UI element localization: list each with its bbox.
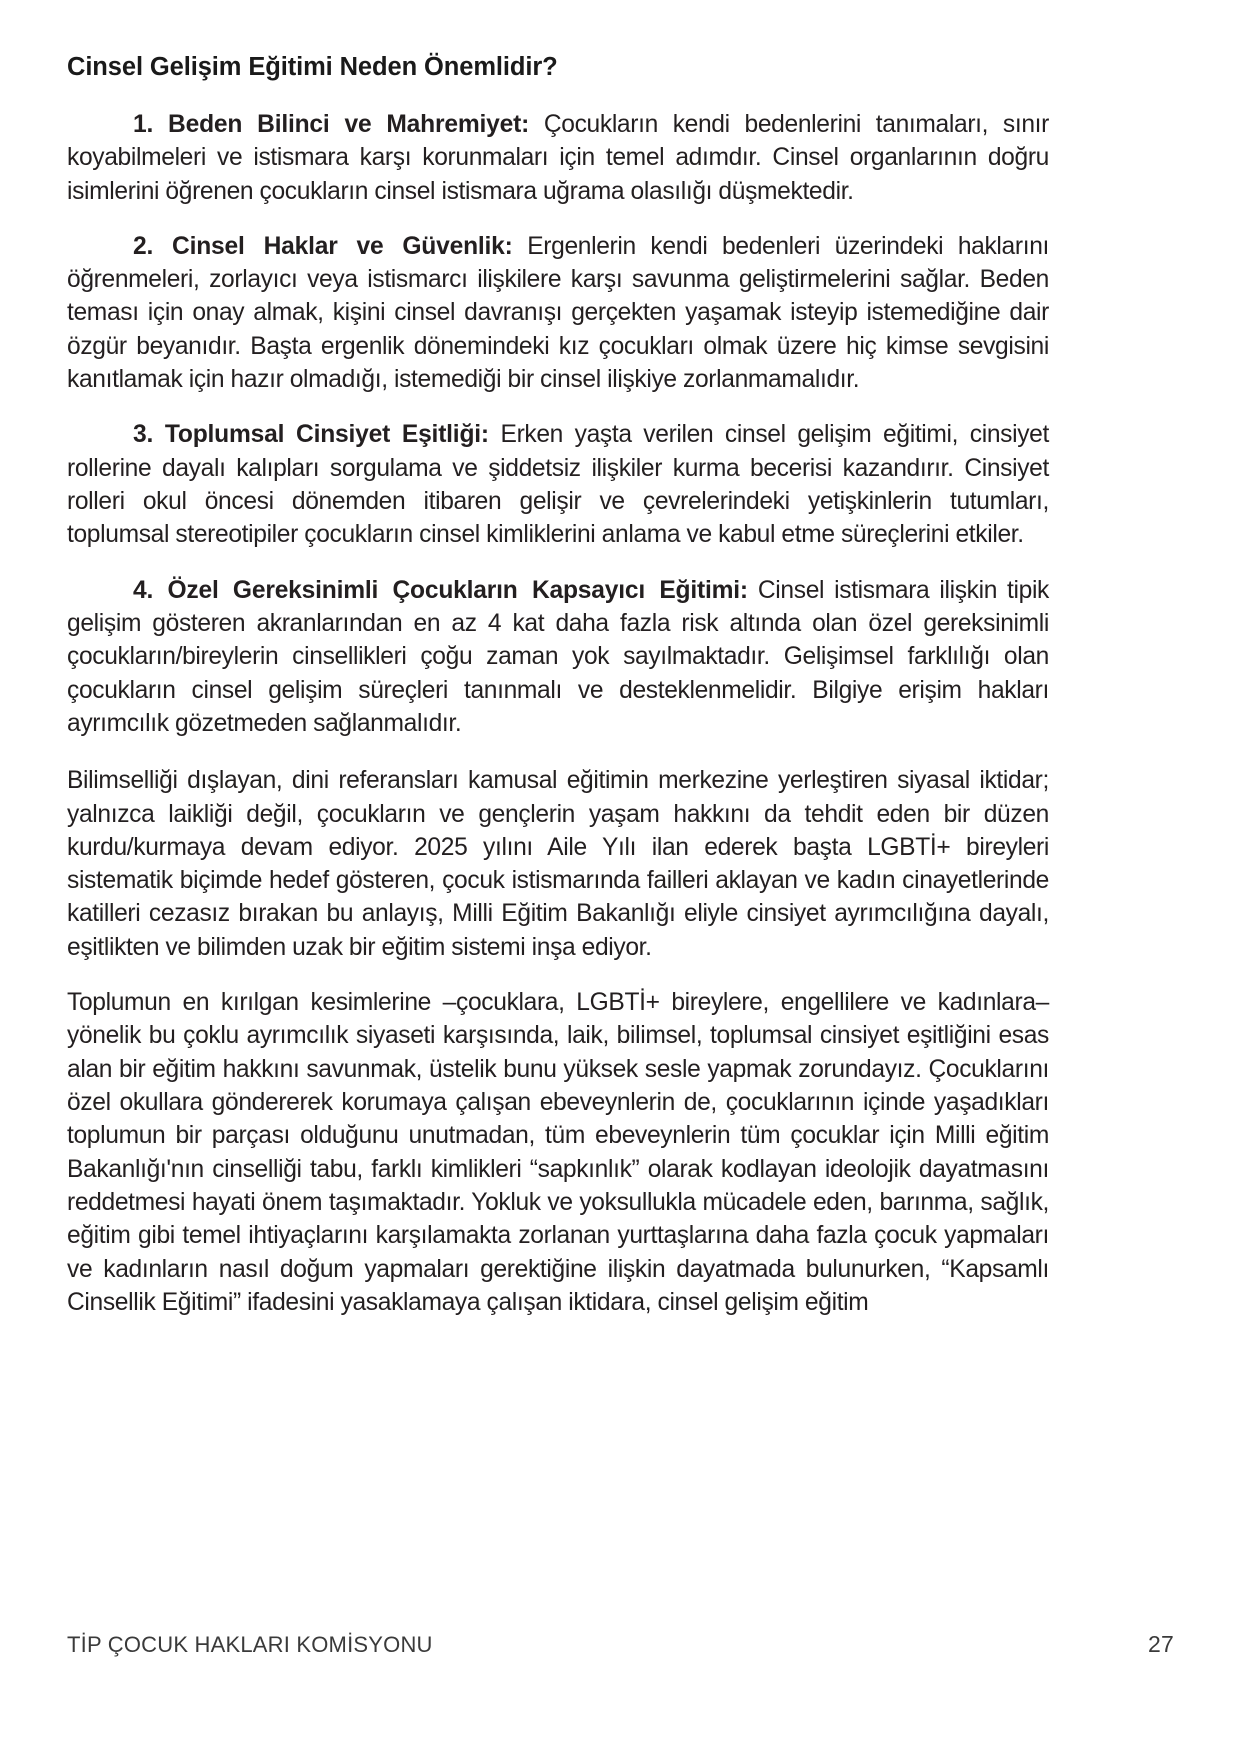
section-paragraph-1 (67, 108, 1049, 208)
section-lead-1: 1. Beden Bilinci ve Mahremiyet: (133, 110, 530, 138)
section-body-1: Çocukların kendi bedenlerini tanımaları, sınır koyabilmeleri ve istismara karşı korunmaları için temel adımdır. Cinsel organlarının doğru isimlerini öğrenen çocukların cinsel istismara uğrama olasılığı düşmektedir. (67, 110, 1050, 205)
section-lead-2: 2. Cinsel Haklar ve Güvenlik: (133, 232, 513, 260)
section-paragraph-4 (67, 574, 1049, 741)
closing-paragraph-2: Toplumun en kırılgan kesimlerine –çocuklara, LGBTİ+ bireylere, engellilere ve kadınlara– yönelik bu çoklu ayrımcılık siyaseti karşısında, laik, bilimsel, toplumsal cinsiyet eşitliğini esas alan bir eğitim hakkını savunmak, üstelik bunu yüksek sesle yapmak zorundayız. Çocuklarını özel okullara göndererek korumaya çalışan ebeveynlerin de, çocuklarının içinde yaşadıkları toplumun bir parçası olduğunu unutmadan, tüm ebeveynlerin tüm çocuklar için Milli eğitim Bakanlığı'nın cinselliği tabu, farklı kimlikleri “sapkınlık” olarak kodlayan ideolojik dayatmasını reddetmesi hayati önem taşımaktadır. Yokluk ve yoksullukla mücadele eden, barınma, sağlık, eğitim gibi temel ihtiyaçlarını karşılamakta zorlanan yurttaşlarına daha fazla çocuk yapmaları ve kadınların nasıl doğum yapmaları gerektiğine ilişkin dayatmada bulunurken, “Kapsamlı Cinsellik Eğitimi” ifadesini yasaklamaya çalışan iktidara, cinsel gelişim eğitim (67, 989, 1049, 1316)
footer-organization: TİP ÇOCUK HAKLARI KOMİSYONU (67, 1632, 433, 1657)
section-body-4: Cinsel istismara ilişkin tipik gelişim gösteren akranlarından en az 4 kat daha fazla risk altında olan özel gereksinimli çocukların/bireylerin cinsellikleri çoğu zaman yok sayılmaktadır. Gelişimsel farklılığı olan çocukların cinsel gelişim süreçleri tanınmalı ve desteklenmelidir. Bilgiye erişim hakları ayrımcılık gözetmeden sağlanmalıdır. (67, 576, 1050, 737)
page-footer (67, 1631, 1174, 1658)
closing-paragraph-1: Bilimselliği dışlayan, dini referansları kamusal eğitimin merkezine yerleştiren siyasal iktidar; yalnızca laikliği değil, çocukların ve gençlerin yaşam hakkını da tehdit eden bir düzen kurdu/kurmaya devam ediyor. 2025 yılını Aile Yılı ilan ederek başta LGBTİ+ bireyleri sistematik biçimde hedef gösteren, çocuk istismarında failleri aklayan ve kadın cinayetlerinde katilleri cezasız bırakan bu anlayış, Milli Eğitim Bakanlığı eliyle cinsiyet ayrımcılığına dayalı, eşitlikten ve bilimden uzak bir eğitim sistemi inşa ediyor. (67, 767, 1049, 961)
section-paragraph-3 (67, 418, 1049, 551)
page-title: Cinsel Gelişim Eğitimi Neden Önemlidir? (67, 53, 558, 81)
section-body-3: Erken yaşta verilen cinsel gelişim eğitimi, cinsiyet rollerine dayalı kalıpları sorgulama ve şiddetsiz ilişkiler kurma becerisi kazandırır. Cinsiyet rolleri okul öncesi dönemden itibaren gelişir ve çevrelerindeki yetişkinlerin tutumları, toplumsal stereotipiler çocukların cinsel kimliklerini anlama ve kabul etme süreçlerini etkiler. (67, 421, 1049, 549)
section-paragraph-2 (67, 230, 1049, 397)
section-lead-4: 4. Özel Gereksinimli Çocukların Kapsayıcı Eğitimi: (133, 576, 748, 604)
section-lead-3: 3. Toplumsal Cinsiyet Eşitliği: (133, 421, 489, 449)
page-content (67, 52, 1049, 1319)
section-body-2: Ergenlerin kendi bedenleri üzerindeki haklarını öğrenmeleri, zorlayıcı veya istismarcı ilişkilere karşı savunma geliştirmelerini sağlar. Beden teması için onay almak, kişini cinsel davranışı gerçekten yaşamak isteyip istemediğine dair özgür beyanıdır. Başta ergenlik dönemindeki kız çocukları olmak üzere hiç kimse sevgisini kanıtlamak için hazır olmadığı, istemediği bir cinsel ilişkiye zorlanmamalıdır. (67, 232, 1050, 394)
footer-page-number: 27 (1148, 1631, 1174, 1657)
